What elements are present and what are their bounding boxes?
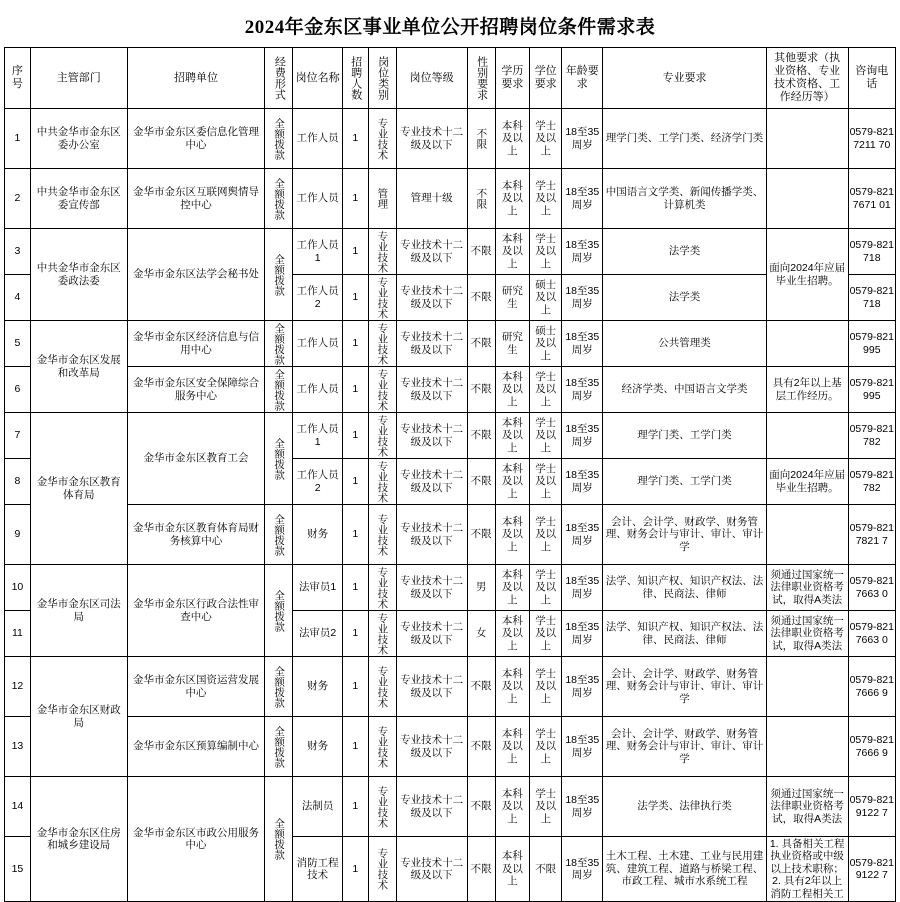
cell-degree: 学士及以上	[530, 413, 562, 459]
cell-age: 18至35周岁	[562, 777, 603, 837]
table-row	[5, 321, 896, 367]
cell-gender: 不限	[467, 717, 495, 777]
cell-degree: 学士及以上	[530, 109, 562, 169]
cell-level: 专业技术十二级及以下	[396, 837, 467, 902]
cell-age: 18至35周岁	[562, 321, 603, 367]
cell-dept: 金华市金东区财政局	[30, 657, 127, 777]
cell-edu: 本科及以上	[495, 657, 529, 717]
cell-tel: 0579-8217211 70	[848, 109, 895, 169]
cell-age: 18至35周岁	[562, 109, 603, 169]
cell-type: 专业技术	[368, 413, 396, 459]
cell-tel: 0579-8219122 7	[848, 777, 895, 837]
table-row	[5, 367, 896, 413]
table-row	[5, 657, 896, 717]
col-major: 专业要求	[603, 48, 767, 109]
cell-unit: 金华市金东区互联网舆情导控中心	[127, 169, 265, 229]
col-type: 岗位类别	[368, 48, 396, 109]
cell-tel: 0579-8217666 9	[848, 657, 895, 717]
cell-type: 专业技术	[368, 777, 396, 837]
cell-gender: 男	[467, 565, 495, 611]
cell-num: 1	[342, 275, 368, 321]
cell-other: 面向2024年应届毕业生招聘。	[766, 229, 848, 321]
cell-num: 1	[342, 505, 368, 565]
cell-gender: 不限	[467, 413, 495, 459]
cell-seq: 14	[5, 777, 31, 837]
col-edu: 学历要求	[495, 48, 529, 109]
cell-tel: 0579-8217663 0	[848, 611, 895, 657]
cell-funding: 全额拨款	[265, 169, 293, 229]
cell-other: 须通过国家统一法律职业资格考试，取得A类法	[766, 565, 848, 611]
cell-major: 理学门类、工学门类、经济学门类	[603, 109, 767, 169]
cell-post: 法审员2	[293, 611, 343, 657]
cell-seq: 12	[5, 657, 31, 717]
cell-post: 工作人员	[293, 169, 343, 229]
cell-other	[766, 169, 848, 229]
cell-post: 消防工程技术	[293, 837, 343, 902]
col-funding: 经费形式	[265, 48, 293, 109]
cell-post: 财务	[293, 657, 343, 717]
cell-edu: 本科及以上	[495, 169, 529, 229]
cell-major: 法学、知识产权、知识产权法、法律、民商法、律师	[603, 611, 767, 657]
cell-degree: 学士及以上	[530, 169, 562, 229]
cell-post: 财务	[293, 505, 343, 565]
cell-edu: 本科及以上	[495, 459, 529, 505]
cell-num: 1	[342, 565, 368, 611]
cell-age: 18至35周岁	[562, 611, 603, 657]
cell-other	[766, 321, 848, 367]
cell-dept: 金华市金东区住房和城乡建设局	[30, 777, 127, 902]
cell-edu: 本科及以上	[495, 109, 529, 169]
cell-degree: 学士及以上	[530, 505, 562, 565]
col-degree: 学位要求	[530, 48, 562, 109]
cell-type: 专业技术	[368, 321, 396, 367]
cell-degree: 硕士及以上	[530, 321, 562, 367]
cell-level: 专业技术十二级及以下	[396, 229, 467, 275]
cell-major: 会计、会计学、财政学、财务管理、财务会计与审计、审计、审计学	[603, 717, 767, 777]
cell-age: 18至35周岁	[562, 717, 603, 777]
cell-level: 专业技术十二级及以下	[396, 459, 467, 505]
cell-degree: 不限	[530, 837, 562, 902]
cell-level: 专业技术十二级及以下	[396, 717, 467, 777]
cell-other: 面向2024年应届毕业生招聘。	[766, 459, 848, 505]
cell-num: 1	[342, 459, 368, 505]
table-body	[5, 109, 896, 902]
page-title: 2024年金东区事业单位公开招聘岗位条件需求表	[244, 17, 656, 38]
cell-degree: 学士及以上	[530, 611, 562, 657]
cell-num: 1	[342, 169, 368, 229]
cell-age: 18至35周岁	[562, 275, 603, 321]
cell-age: 18至35周岁	[562, 367, 603, 413]
col-num: 招聘人数	[342, 48, 368, 109]
cell-unit: 金华市金东区经济信息与信用中心	[127, 321, 265, 367]
cell-edu: 本科及以上	[495, 413, 529, 459]
cell-num: 1	[342, 837, 368, 902]
cell-unit: 金华市金东区行政合法性审查中心	[127, 565, 265, 657]
cell-funding: 全额拨款	[265, 367, 293, 413]
table-row	[5, 109, 896, 169]
cell-seq: 10	[5, 565, 31, 611]
cell-dept: 金华市金东区教育体育局	[30, 413, 127, 565]
cell-num: 1	[342, 109, 368, 169]
cell-other	[766, 109, 848, 169]
cell-unit: 金华市金东区安全保障综合服务中心	[127, 367, 265, 413]
cell-major: 会计、会计学、财政学、财务管理、财务会计与审计、审计、审计学	[603, 505, 767, 565]
cell-unit: 金华市金东区法学会秘书处	[127, 229, 265, 321]
cell-unit: 金华市金东区预算编制中心	[127, 717, 265, 777]
cell-num: 1	[342, 367, 368, 413]
recruitment-table	[4, 47, 896, 902]
cell-post: 工作人员	[293, 109, 343, 169]
cell-type: 专业技术	[368, 717, 396, 777]
cell-edu: 本科及以上	[495, 611, 529, 657]
cell-gender: 不限	[467, 367, 495, 413]
cell-edu: 本科及以上	[495, 837, 529, 902]
cell-tel: 0579-8219122 7	[848, 837, 895, 902]
cell-funding: 全额拨款	[265, 777, 293, 902]
table-header-row	[5, 48, 896, 109]
cell-num: 1	[342, 229, 368, 275]
cell-tel: 0579-821718	[848, 229, 895, 275]
col-level: 岗位等级	[396, 48, 467, 109]
cell-type: 专业技术	[368, 367, 396, 413]
cell-level: 专业技术十二级及以下	[396, 505, 467, 565]
cell-degree: 学士及以上	[530, 657, 562, 717]
cell-age: 18至35周岁	[562, 837, 603, 902]
cell-edu: 研究生	[495, 321, 529, 367]
cell-post: 工作人员	[293, 321, 343, 367]
cell-dept: 金华市金东区司法局	[30, 565, 127, 657]
table-row	[5, 505, 896, 565]
cell-major: 法学类	[603, 275, 767, 321]
cell-funding: 全额拨款	[265, 321, 293, 367]
cell-type: 专业技术	[368, 505, 396, 565]
cell-funding: 全额拨款	[265, 657, 293, 717]
col-tel: 咨询电话	[848, 48, 895, 109]
cell-type: 专业技术	[368, 109, 396, 169]
cell-type: 专业技术	[368, 565, 396, 611]
cell-post: 工作人员2	[293, 275, 343, 321]
cell-major: 法学、知识产权、知识产权法、法律、民商法、律师	[603, 565, 767, 611]
cell-seq: 1	[5, 109, 31, 169]
col-seq: 序号	[5, 48, 31, 109]
cell-unit: 金华市金东区教育工会	[127, 413, 265, 505]
cell-edu: 本科及以上	[495, 505, 529, 565]
cell-type: 管理	[368, 169, 396, 229]
cell-seq: 9	[5, 505, 31, 565]
cell-major: 经济学类、中国语言文学类	[603, 367, 767, 413]
cell-dept: 中共金华市金东区委宣传部	[30, 169, 127, 229]
col-post: 岗位名称	[293, 48, 343, 109]
cell-tel: 0579-8217821 7	[848, 505, 895, 565]
cell-level: 专业技术十二级及以下	[396, 611, 467, 657]
cell-age: 18至35周岁	[562, 459, 603, 505]
cell-dept: 金华市金东区发展和改革局	[30, 321, 127, 413]
col-age: 年龄要求	[562, 48, 603, 109]
table-row	[5, 169, 896, 229]
cell-funding: 全额拨款	[265, 565, 293, 657]
cell-major: 法学类	[603, 229, 767, 275]
cell-degree: 学士及以上	[530, 717, 562, 777]
cell-degree: 学士及以上	[530, 229, 562, 275]
table-row	[5, 565, 896, 611]
col-gender: 性别要求	[467, 48, 495, 109]
cell-tel: 0579-8217666 9	[848, 717, 895, 777]
cell-major: 会计、会计学、财政学、财务管理、财务会计与审计、审计、审计学	[603, 657, 767, 717]
cell-seq: 2	[5, 169, 31, 229]
cell-tel: 0579-8217663 0	[848, 565, 895, 611]
cell-other	[766, 413, 848, 459]
cell-seq: 15	[5, 837, 31, 902]
cell-level: 专业技术十二级及以下	[396, 413, 467, 459]
cell-degree: 学士及以上	[530, 367, 562, 413]
cell-seq: 4	[5, 275, 31, 321]
cell-degree: 学士及以上	[530, 777, 562, 837]
table-row	[5, 229, 896, 275]
table-row	[5, 717, 896, 777]
cell-major: 法学类、法律执行类	[603, 777, 767, 837]
cell-edu: 本科及以上	[495, 367, 529, 413]
cell-age: 18至35周岁	[562, 413, 603, 459]
cell-degree: 硕士及以上	[530, 275, 562, 321]
cell-type: 专业技术	[368, 275, 396, 321]
cell-major: 土木工程、土木建、工业与民用建筑、建筑工程、道路与桥梁工程、市政工程、城市水系统工程	[603, 837, 767, 902]
col-other: 其他要求（执业资格、专业技术资格、工作经历等）	[766, 48, 848, 109]
cell-degree: 学士及以上	[530, 459, 562, 505]
cell-gender: 女	[467, 611, 495, 657]
cell-num: 1	[342, 777, 368, 837]
cell-other: 1. 具备相关工程执业资格或中级以上技术职称；2. 具有2年以上消防工程相关工	[766, 837, 848, 902]
cell-seq: 11	[5, 611, 31, 657]
cell-type: 专业技术	[368, 459, 396, 505]
cell-major: 理学门类、工学门类	[603, 459, 767, 505]
cell-age: 18至35周岁	[562, 657, 603, 717]
cell-type: 专业技术	[368, 657, 396, 717]
col-dept: 主管部门	[30, 48, 127, 109]
cell-degree: 学士及以上	[530, 565, 562, 611]
cell-edu: 本科及以上	[495, 565, 529, 611]
cell-level: 专业技术十二级及以下	[396, 109, 467, 169]
cell-post: 法审员1	[293, 565, 343, 611]
cell-tel: 0579-821995	[848, 321, 895, 367]
cell-level: 专业技术十二级及以下	[396, 777, 467, 837]
table-row	[5, 413, 896, 459]
cell-gender: 不限	[467, 109, 495, 169]
cell-funding: 全额拨款	[265, 229, 293, 321]
cell-unit: 金华市金东区市政公用服务中心	[127, 777, 265, 902]
cell-gender: 不限	[467, 169, 495, 229]
cell-seq: 13	[5, 717, 31, 777]
cell-gender: 不限	[467, 229, 495, 275]
cell-num: 1	[342, 717, 368, 777]
cell-seq: 6	[5, 367, 31, 413]
cell-tel: 0579-821718	[848, 275, 895, 321]
col-unit: 招聘单位	[127, 48, 265, 109]
cell-other: 须通过国家统一法律职业资格考试，取得A类法	[766, 777, 848, 837]
cell-level: 专业技术十二级及以下	[396, 321, 467, 367]
cell-num: 1	[342, 657, 368, 717]
cell-type: 专业技术	[368, 837, 396, 902]
cell-num: 1	[342, 321, 368, 367]
cell-level: 专业技术十二级及以下	[396, 275, 467, 321]
cell-other	[766, 657, 848, 717]
cell-dept: 中共金华市金东区委政法委	[30, 229, 127, 321]
cell-age: 18至35周岁	[562, 229, 603, 275]
cell-seq: 8	[5, 459, 31, 505]
cell-unit: 金华市金东区教育体育局财务核算中心	[127, 505, 265, 565]
cell-level: 专业技术十二级及以下	[396, 657, 467, 717]
cell-edu: 本科及以上	[495, 717, 529, 777]
cell-funding: 全额拨款	[265, 109, 293, 169]
cell-gender: 不限	[467, 777, 495, 837]
cell-post: 工作人员2	[293, 459, 343, 505]
cell-dept: 中共金华市金东区委办公室	[30, 109, 127, 169]
cell-unit: 金华市金东区委信息化管理中心	[127, 109, 265, 169]
cell-seq: 5	[5, 321, 31, 367]
cell-seq: 7	[5, 413, 31, 459]
cell-level: 管理十级	[396, 169, 467, 229]
cell-gender: 不限	[467, 321, 495, 367]
cell-other	[766, 717, 848, 777]
cell-edu: 研究生	[495, 275, 529, 321]
cell-tel: 0579-821995	[848, 367, 895, 413]
cell-level: 专业技术十二级及以下	[396, 565, 467, 611]
cell-type: 专业技术	[368, 229, 396, 275]
cell-post: 工作人员	[293, 367, 343, 413]
cell-age: 18至35周岁	[562, 565, 603, 611]
cell-tel: 0579-821782	[848, 459, 895, 505]
cell-gender: 不限	[467, 459, 495, 505]
cell-funding: 全额拨款	[265, 505, 293, 565]
cell-type: 专业技术	[368, 611, 396, 657]
cell-major: 公共管理类	[603, 321, 767, 367]
cell-funding: 全额拨款	[265, 717, 293, 777]
cell-level: 专业技术十二级及以下	[396, 367, 467, 413]
cell-other: 须通过国家统一法律职业资格考试，取得A类法	[766, 611, 848, 657]
cell-other	[766, 505, 848, 565]
cell-edu: 本科及以上	[495, 229, 529, 275]
cell-post: 工作人员1	[293, 413, 343, 459]
cell-post: 法制员	[293, 777, 343, 837]
cell-num: 1	[342, 611, 368, 657]
cell-age: 18至35周岁	[562, 505, 603, 565]
cell-edu: 本科及以上	[495, 777, 529, 837]
cell-num: 1	[342, 413, 368, 459]
cell-tel: 0579-8217671 01	[848, 169, 895, 229]
cell-gender: 不限	[467, 505, 495, 565]
table-row	[5, 777, 896, 837]
cell-age: 18至35周岁	[562, 169, 603, 229]
cell-post: 财务	[293, 717, 343, 777]
cell-seq: 3	[5, 229, 31, 275]
cell-funding: 全额拨款	[265, 413, 293, 505]
cell-post: 工作人员1	[293, 229, 343, 275]
cell-unit: 金华市金东区国资运营发展中心	[127, 657, 265, 717]
cell-gender: 不限	[467, 837, 495, 902]
cell-major: 理学门类、工学门类	[603, 413, 767, 459]
cell-major: 中国语言文学类、新闻传播学类、计算机类	[603, 169, 767, 229]
cell-gender: 不限	[467, 275, 495, 321]
cell-other: 具有2年以上基层工作经历。	[766, 367, 848, 413]
cell-tel: 0579-821782	[848, 413, 895, 459]
cell-gender: 不限	[467, 657, 495, 717]
